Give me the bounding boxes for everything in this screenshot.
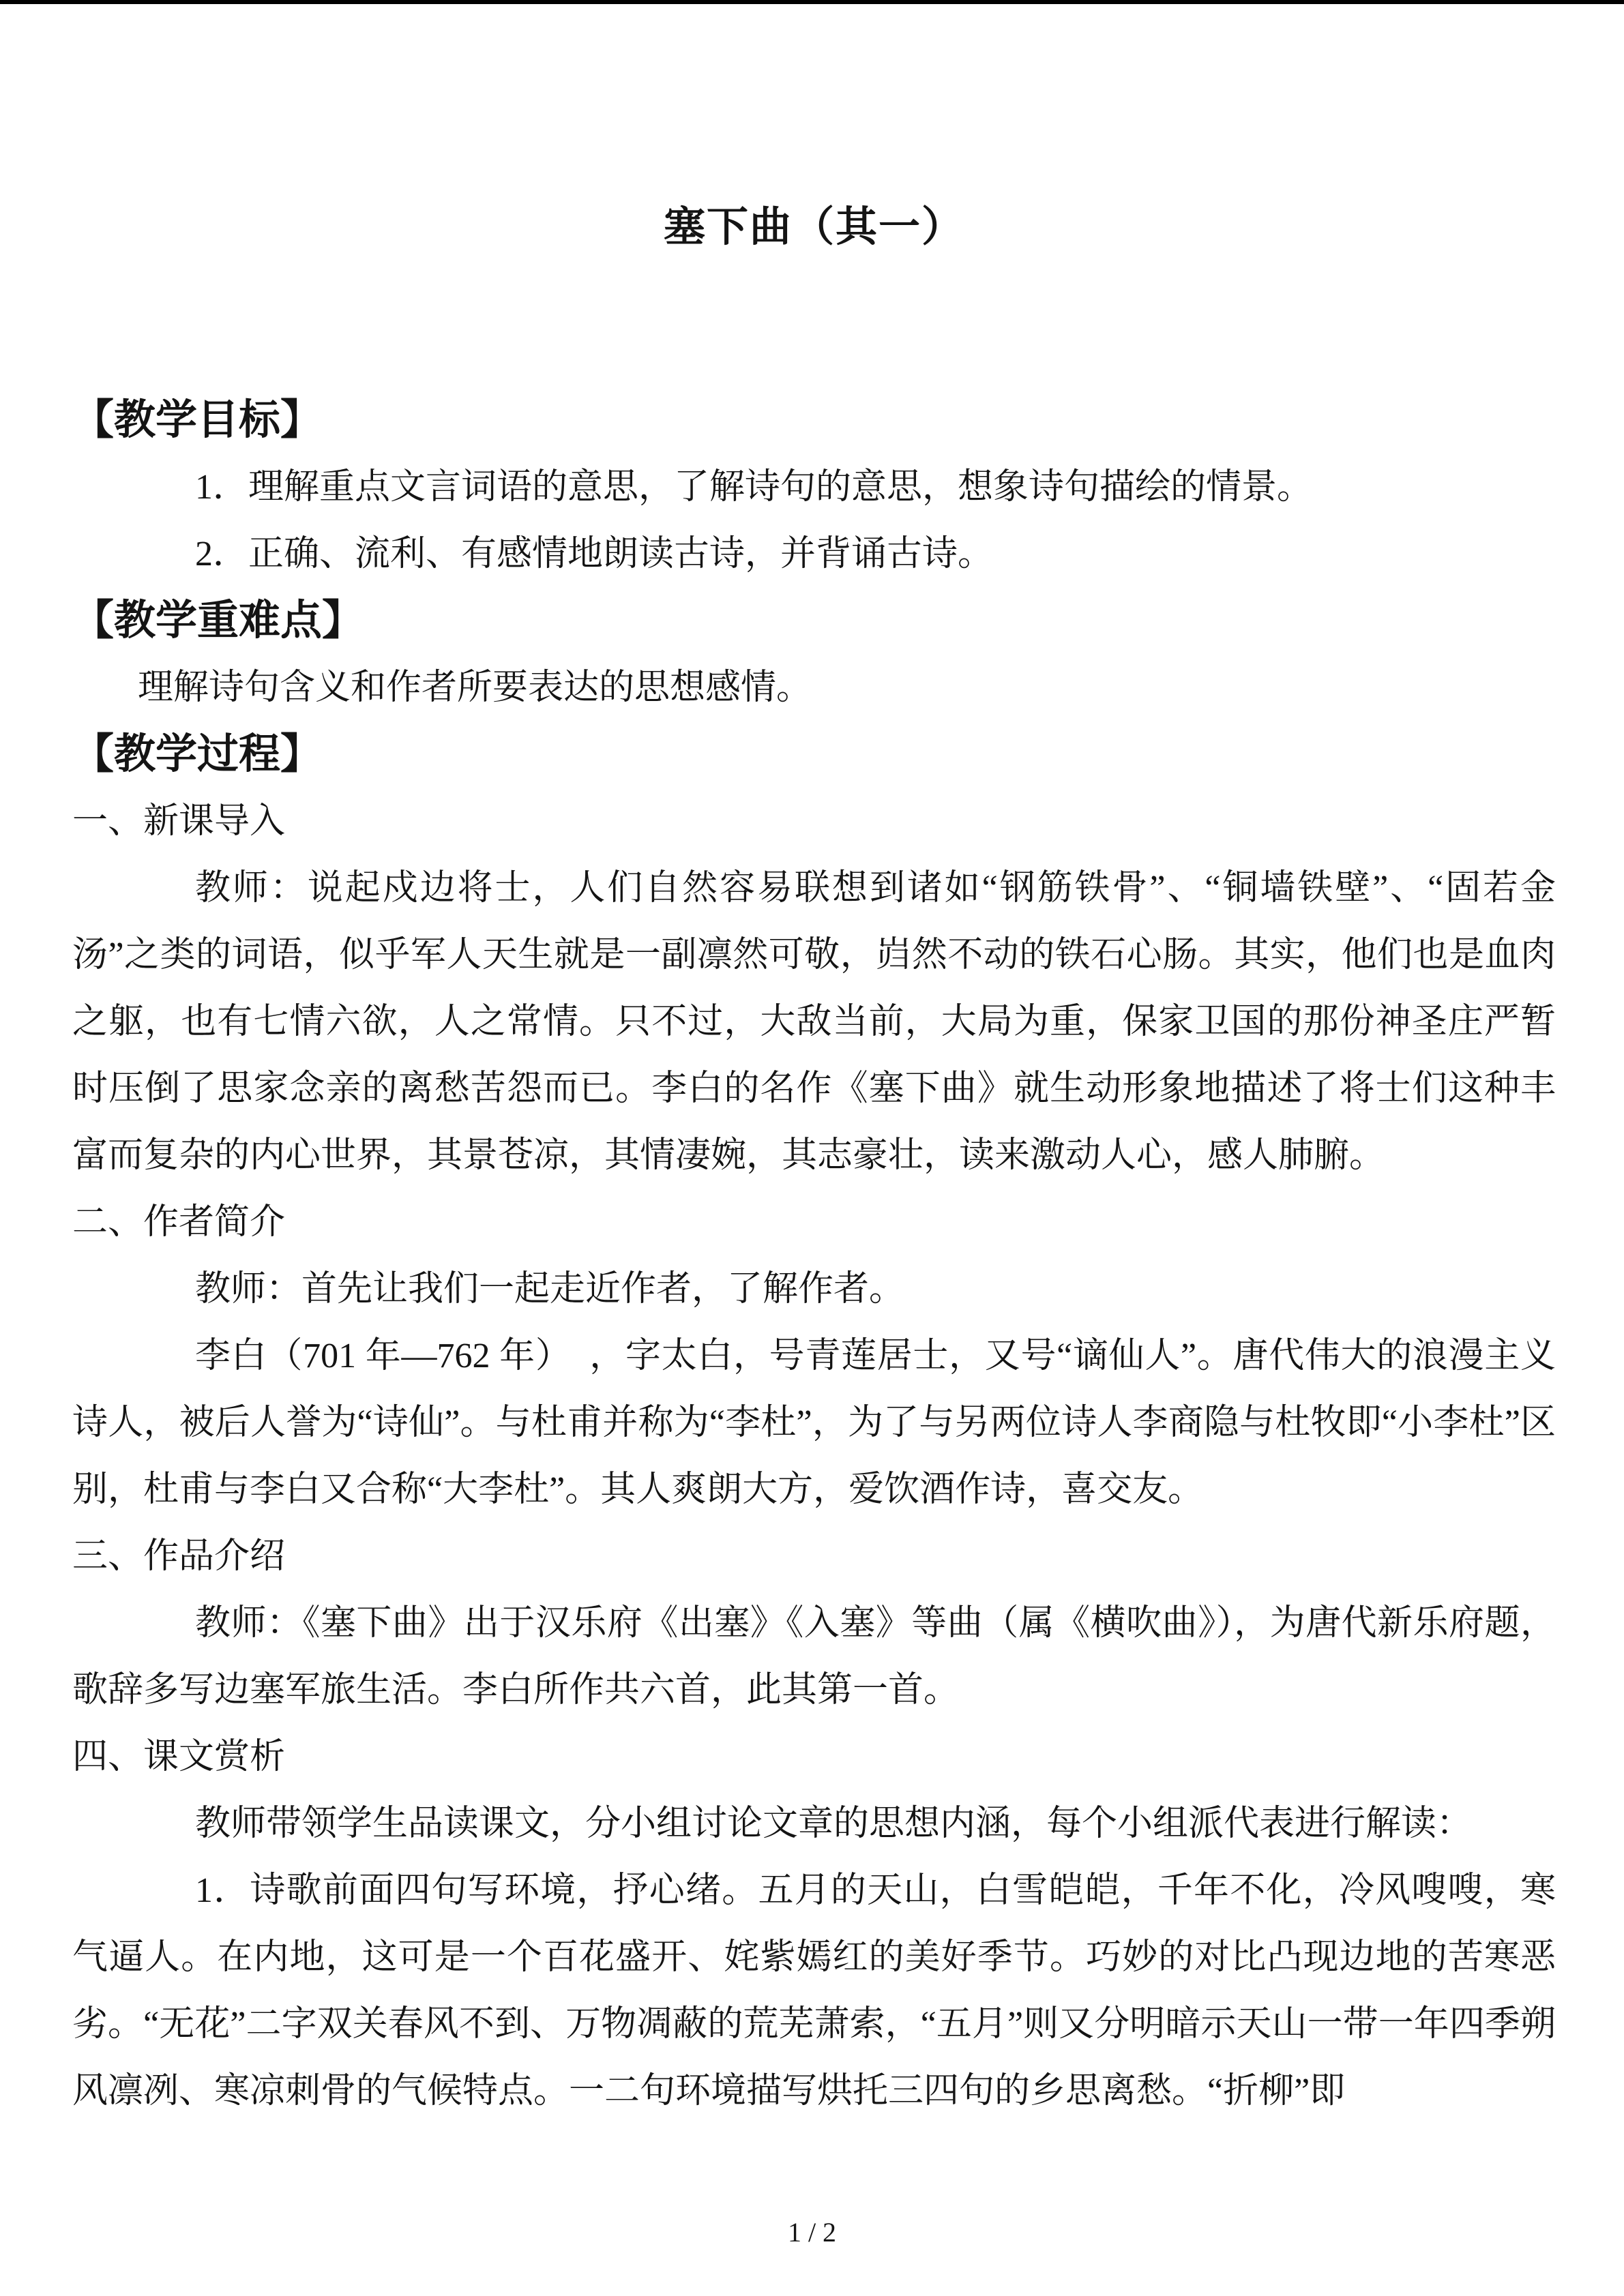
objective-item-1: 1．理解重点文言词语的意思，了解诗句的意思，想象诗句描绘的情景。 [195, 468, 1313, 507]
section-heading-teaching-objectives: 【教学目标】 [72, 398, 323, 443]
subsection-1-new-lesson-intro: 一、新课导入 [72, 802, 286, 841]
page-title: 塞下曲（其一） [663, 205, 964, 250]
page-top-border [0, 0, 1624, 4]
paragraph-difficulties: 理解诗句含义和作者所要表达的思想感情。 [138, 668, 812, 707]
section-heading-teaching-difficulties: 【教学重难点】 [72, 598, 364, 644]
subsection-2-author-intro: 二、作者简介 [72, 1203, 286, 1242]
paragraph-lesson-intro: 教师：说起戍边将士，人们自然容易联想到诸如“钢筋铁骨”、“铜墙铁壁”、“固若金汤”之类的词语，似乎军人天生就是一副凛然可敬，岿然不动的铁石心肠。其实，他们也是血肉之躯，也有七情六欲，人之常情。只不过，大敌当前，大局为重，保家卫国的那份神圣庄严暂时压倒了思家念亲的离愁苦怨而已。李白的名作《塞下曲》就生动形象地描述了将士们这种丰富而复杂的内心世界，其景苍凉，其情凄婉，其志豪壮，读来激动人心，感人肺腑。 [72, 869, 1556, 1175]
subsection-3-work-intro: 三、作品介绍 [72, 1537, 286, 1576]
objective-item-2: 2．正确、流利、有感情地朗读古诗，并背诵古诗。 [195, 535, 994, 573]
page-number: 1 / 2 [787, 2217, 837, 2248]
paragraph-work-intro: 教师：《塞下曲》出于汉乐府《出塞》《入塞》等曲（属《横吹曲》），为唐代新乐府题，歌辞多写边塞军旅生活。李白所作共六首，此其第一首。 [72, 1604, 1556, 1710]
paragraph-libai-bio: 李白（701 年—762 年） ，字太白，号青莲居士，又号“谪仙人”。唐代伟大的浪漫主义诗人，被后人誉为“诗仙”。与杜甫并称为“李杜”，为了与另两位诗人李商隐与杜牧即“小李杜”区别，杜甫与李白又合称“大李杜”。其人爽朗大方，爱饮酒作诗，喜交友。 [72, 1337, 1556, 1509]
paragraph-author-lead: 教师：首先让我们一起走近作者，了解作者。 [195, 1270, 905, 1309]
subsection-4-text-analysis: 四、课文赏析 [72, 1738, 286, 1776]
section-heading-teaching-process: 【教学过程】 [72, 732, 323, 777]
paragraph-analysis-item-1: 1．诗歌前面四句写环境，抒心绪。五月的天山，白雪皑皑，千年不化，冷风嗖嗖，寒气逼人。在内地，这可是一个百花盛开、姹紫嫣红的美好季节。巧妙的对比凸现边地的苦寒恶劣。“无花”二字双关春风不到、万物凋蔽的荒芜萧索，“五月”则又分明暗示天山一带一年四季朔风凛冽、寒凉刺骨的气候特点。一二句环境描写烘托三四句的乡思离愁。“折柳”即 [72, 1871, 1556, 2111]
paragraph-analysis-lead: 教师带领学生品读课文，分小组讨论文章的思想内涵，每个小组派代表进行解读： [195, 1804, 1473, 1843]
document-content [0, 194, 1624, 2125]
